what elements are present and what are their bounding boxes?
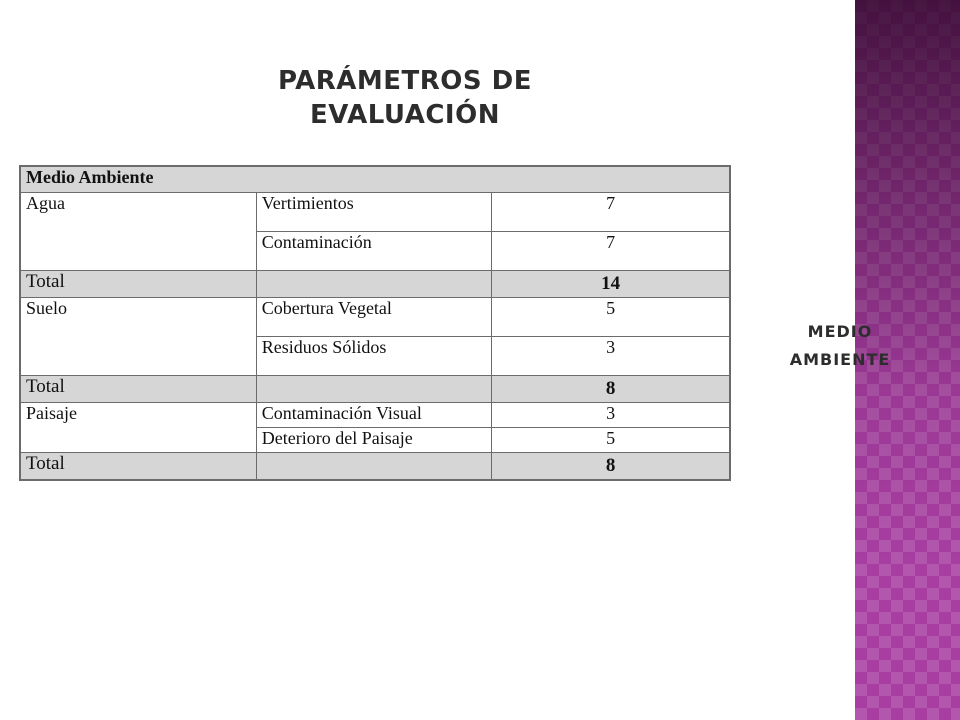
table-row [20, 298, 730, 337]
total-empty-cell [256, 453, 492, 481]
total-label: Total [20, 453, 256, 481]
category-paisaje: Paisaje [20, 403, 256, 453]
section-label [780, 318, 900, 374]
total-value: 8 [492, 376, 730, 403]
table-row [20, 403, 730, 428]
item-cell: Deterioro del Paisaje [256, 428, 492, 453]
item-cell: Contaminación Visual [256, 403, 492, 428]
value-cell: 5 [492, 428, 730, 453]
category-suelo: Suelo [20, 298, 256, 376]
table-header: Medio Ambiente [20, 166, 730, 193]
total-row-paisaje [20, 453, 730, 481]
value-cell: 7 [492, 232, 730, 271]
item-cell: Vertimientos [256, 193, 492, 232]
item-cell: Contaminación [256, 232, 492, 271]
total-empty-cell [256, 376, 492, 403]
title-line-1: PARÁMETROS DE [277, 66, 533, 96]
value-cell: 7 [492, 193, 730, 232]
section-label-line-1: MEDIO [807, 322, 873, 341]
item-cell: Residuos Sólidos [256, 337, 492, 376]
value-cell: 3 [492, 403, 730, 428]
total-value: 8 [492, 453, 730, 481]
parameters-table [19, 165, 731, 481]
total-label: Total [20, 271, 256, 298]
total-label: Total [20, 376, 256, 403]
section-label-line-2: AMBIENTE [789, 350, 891, 369]
total-empty-cell [256, 271, 492, 298]
total-row-agua [20, 271, 730, 298]
title-line-2: EVALUACIÓN [310, 100, 500, 130]
slide-title [205, 64, 605, 132]
total-row-suelo [20, 376, 730, 403]
table-row [20, 193, 730, 232]
value-cell: 3 [492, 337, 730, 376]
value-cell: 5 [492, 298, 730, 337]
table-header-row [20, 166, 730, 193]
total-value: 14 [492, 271, 730, 298]
item-cell: Cobertura Vegetal [256, 298, 492, 337]
category-agua: Agua [20, 193, 256, 271]
